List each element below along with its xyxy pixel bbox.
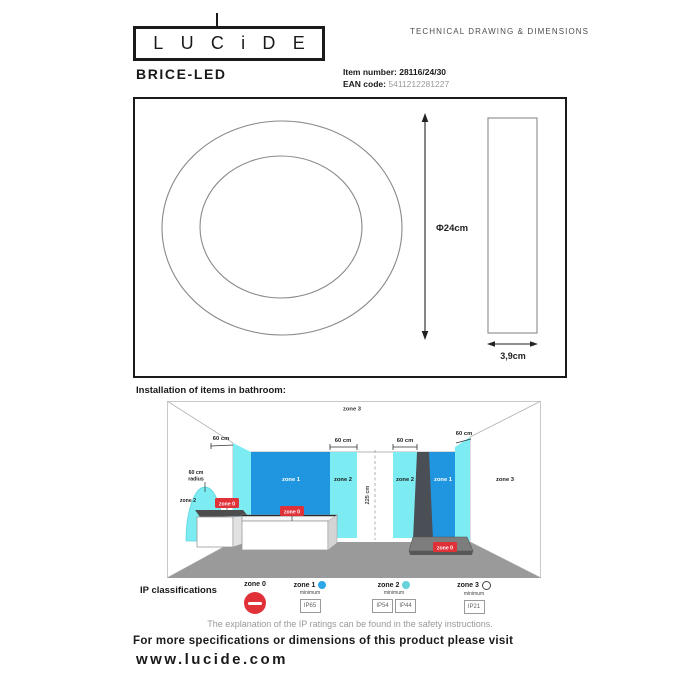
product-name: BRICE-LED xyxy=(136,66,227,82)
legend-zone0-label: zone 0 xyxy=(244,581,266,588)
logo-hook-mark xyxy=(216,13,218,28)
legend-zone0 xyxy=(235,581,275,614)
item-number-value: 28116/24/30 xyxy=(399,67,447,77)
depth-label: 3,9cm xyxy=(500,351,526,361)
technical-drawing xyxy=(133,97,567,378)
legend-zone1 xyxy=(288,581,332,613)
zone3-wall-label: zone 3 xyxy=(495,477,515,483)
bathtub xyxy=(242,515,337,550)
zone2-dome-label: zone 2 xyxy=(179,498,197,504)
no-entry-icon xyxy=(244,592,266,614)
logo-letter: E xyxy=(292,33,305,53)
zone2-bath-label: zone 2 xyxy=(333,477,353,483)
minimum-label: minimum xyxy=(299,590,321,596)
ean-line xyxy=(343,79,449,89)
logo-letter: L xyxy=(153,33,164,53)
legend-zone2-label: zone 2 xyxy=(377,581,400,589)
item-number-line xyxy=(343,67,446,77)
diameter-label: Φ24cm xyxy=(436,223,469,234)
no-entry-bar xyxy=(248,602,262,606)
dim-60cm-bath: 60 cm xyxy=(334,438,352,444)
zone1-shower-label: zone 1 xyxy=(433,477,453,483)
sink-cabinet xyxy=(195,510,248,547)
legend-zone2 xyxy=(366,581,422,613)
item-number-label: Item number: xyxy=(343,67,397,77)
ip-classifications-title: IP classifications xyxy=(140,585,217,596)
ip-rating-box: IP21 xyxy=(464,600,485,614)
bathroom-zones-diagram xyxy=(167,401,541,578)
zone2-strip-shower xyxy=(393,452,417,538)
zone0-badge-shower xyxy=(433,542,457,552)
legend-zone3-label: zone 3 xyxy=(457,582,479,589)
ip-rating-box: IP44 xyxy=(395,599,416,613)
document-type-label: TECHNICAL DRAWING & DIMENSIONS xyxy=(410,27,590,36)
svg-text:zone 0: zone 0 xyxy=(218,501,236,508)
legend-zone3 xyxy=(452,581,496,614)
dim-60cm-left-corner: 60 cm xyxy=(212,436,230,442)
zone1-bath-label: zone 1 xyxy=(281,477,301,483)
zone2-shower-label: zone 2 xyxy=(395,477,415,483)
ip-ratings-note: The explanation of the IP ratings can be found in the safety instructions. xyxy=(207,619,493,629)
zone3-dot-icon xyxy=(482,581,491,590)
radius-label-line2: radius xyxy=(188,476,204,483)
zone1-dot-icon xyxy=(318,581,326,589)
lamp-side-view xyxy=(488,118,537,333)
zone2-corner-wall-right xyxy=(455,437,470,541)
footer-text: For more specifications or dimensions of this product please visit xyxy=(133,635,514,647)
svg-text:zone 0: zone 0 xyxy=(436,545,454,552)
logo-letter: U xyxy=(180,33,194,53)
dim-225cm-label: 225 cm xyxy=(365,485,371,505)
radius-label-line1: 60 cm xyxy=(188,470,204,476)
logo-letter: D xyxy=(262,33,276,53)
svg-text:zone 0: zone 0 xyxy=(283,509,301,516)
dim-60cm-right-corner: 60 cm xyxy=(455,431,473,437)
ip-rating-box: IP54 xyxy=(372,599,393,613)
ean-value: 5411212281227 xyxy=(388,79,450,89)
dim-60cm-shower: 60 cm xyxy=(396,438,414,444)
minimum-label: minimum xyxy=(383,590,405,596)
legend-zone1-label: zone 1 xyxy=(293,581,316,589)
bathroom-section-title: Installation of items in bathroom: xyxy=(136,385,286,396)
logo-letter: C xyxy=(210,33,224,53)
logo-letter: i xyxy=(241,33,246,53)
lucide-logo xyxy=(133,26,325,61)
zone2-dot-icon xyxy=(402,581,410,589)
zone3-ceiling-label: zone 3 xyxy=(342,406,362,413)
ean-label: EAN code: xyxy=(343,79,386,89)
website-url: www.lucide.com xyxy=(136,651,288,668)
minimum-label: minimum xyxy=(463,591,485,597)
ip-rating-box: IP65 xyxy=(300,599,321,613)
